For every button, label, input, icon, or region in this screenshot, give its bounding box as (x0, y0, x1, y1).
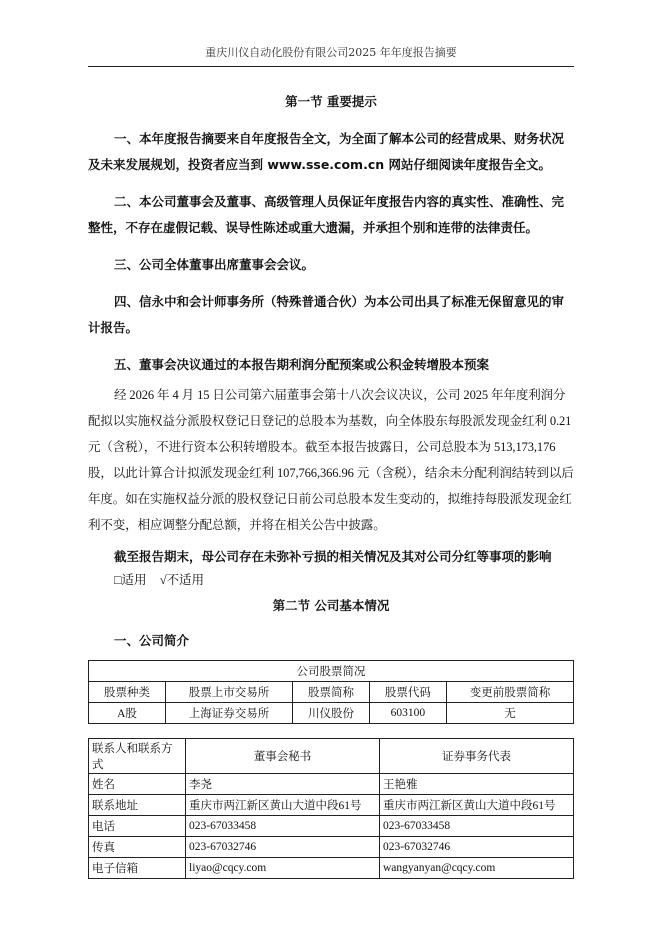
stock-table (88, 660, 574, 724)
table-cell: 023-67032746 (380, 837, 574, 858)
option-applicable: □适用 (114, 573, 147, 587)
table-header-cell: 证券事务代表 (380, 739, 574, 774)
table-cell: 川仪股份 (293, 703, 370, 724)
table-cell: A股 (89, 703, 166, 724)
table-cell: 李尧 (186, 774, 380, 795)
table-cell: 重庆市两江新区黄山大道中段61号 (186, 795, 380, 816)
table-cell: 联系地址 (89, 795, 186, 816)
email-link[interactable]: liyao@cqcy.com (186, 858, 380, 879)
table-cell: 王艳雅 (380, 774, 574, 795)
table-cell: 姓名 (89, 774, 186, 795)
contact-table-header (89, 739, 574, 774)
notice-item-3: 三、公司全体董事出席董事会会议。 (114, 257, 315, 272)
table-cell: 603100 (369, 703, 446, 724)
table-cell: 传真 (89, 837, 186, 858)
table-cell: 无 (446, 703, 573, 724)
table-cell: 上海证券交易所 (165, 703, 292, 724)
table-row (89, 795, 574, 816)
notice-item-2: 二、本公司董事会及董事、高级管理人员保证年度报告内容的真实性、准确性、完整性，不存在虚假记载、误导性陈述或重大遗漏，并承担个别和连带的法律责任。 (88, 194, 565, 235)
section1-title: 第一节 重要提示 (285, 94, 377, 109)
table-header-cell: 股票种类 (89, 682, 166, 703)
table-header-cell: 股票代码 (369, 682, 446, 703)
notice-item-1: 一、本年度报告摘要来自年度报告全文，为全面了解本公司的经营成果、财务状况及未来发展规划，投资者应当到 www.sse.com.cn 网站仔细阅读年度报告全文。 (88, 131, 565, 172)
table-header-cell: 变更前股票简称 (446, 682, 573, 703)
applicability-options (88, 570, 574, 590)
document-body (88, 92, 574, 879)
table-row (89, 837, 574, 858)
table-row (89, 703, 574, 724)
table-cell: 023-67032746 (186, 837, 380, 858)
contact-table (88, 738, 574, 879)
table-header-cell: 联系人和联系方式 (89, 739, 186, 774)
table-cell: 电话 (89, 816, 186, 837)
table-cell: 023-67033458 (186, 816, 380, 837)
table-cell: 重庆市两江新区黄山大道中段61号 (380, 795, 574, 816)
stock-table-header (89, 682, 574, 703)
section2-title: 第二节 公司基本情况 (272, 598, 390, 613)
loss-title: 截至报告期末，母公司存在未弥补亏损的相关情况及其对公司分红等事项的影响 (114, 549, 552, 564)
notice-item-4: 四、信永中和会计师事务所（特殊普通合伙）为本公司出具了标准无保留意见的审计报告。 (88, 294, 565, 335)
notice-item-5: 五、董事会决议通过的本报告期利润分配预案或公积金转增股本预案 (114, 357, 490, 372)
stock-table-caption: 公司股票简况 (89, 661, 574, 682)
table-cell: 023-67033458 (380, 816, 574, 837)
table-header-cell: 股票简称 (293, 682, 370, 703)
company-intro-heading: 一、公司简介 (114, 633, 190, 648)
dividend-paragraph: 经 2026 年 4 月 15 日公司第六届董事会第十八次会议决议，公司 2025 年年度利润分配拟以实施权益分派股权登记日登记的总股本为基数，向全体股东每股派发现金红利 0.21 元（含税），不进行资本公积转增股本。截至本报告披露日，公司总股本为 513,173,176 股，以此计算合计拟派发现金红利 107,766,366.96 元（含税），结余未分配利润结转到以后年度。如在实施权益分派的股权登记日前公司总股本发生变动的，拟维持每股派发现金红利不变，相应调整分配总额，并将在相关公告中披露。 (88, 388, 574, 532)
table-cell: 电子信箱 (89, 858, 186, 879)
table-row (89, 816, 574, 837)
email-link[interactable]: wangyanyan@cqcy.com (380, 858, 574, 879)
option-not-applicable: √不适用 (159, 573, 205, 587)
table-header-cell: 董事会秘书 (186, 739, 380, 774)
page-header: 重庆川仪自动化股份有限公司2025 年年度报告摘要 (88, 44, 574, 67)
table-row (89, 858, 574, 879)
table-header-cell: 股票上市交易所 (165, 682, 292, 703)
table-row (89, 774, 574, 795)
